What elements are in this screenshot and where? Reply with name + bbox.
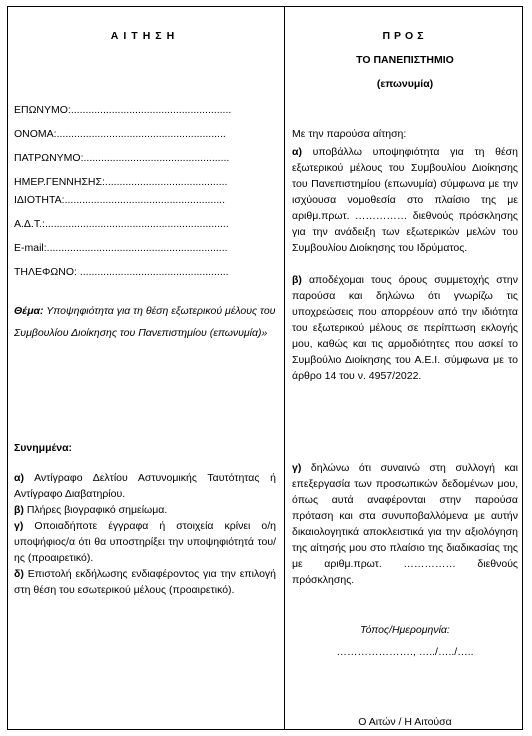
subject-text: Υποψηφιότητα για τη θέση εξωτερικού μέλους του Συμβουλίου Διοίκησης του Πανεπιστημίου (επωνυμία)»	[14, 305, 276, 339]
subject-label: Θέμα:	[14, 305, 44, 317]
intro-text: Με την παρούσα αίτηση:	[292, 128, 407, 140]
field-father-name[interactable]: ΠΑΤΡΩΝΥΜΟ:..................................................	[14, 152, 230, 164]
subject-paragraph	[14, 300, 276, 344]
field-birth-date[interactable]: ΗΜΕΡ.ΓΕΝΝΗΣΗΣ:..........................................	[14, 176, 228, 188]
field-phone[interactable]: ΤΗΛΕΦΩΝΟ: ...................................................	[14, 266, 229, 278]
attachments-heading: Συνημμένα:	[14, 442, 73, 454]
attachment-item: γ) Οποιαδήποτε έγγραφα ή στοιχεία κρίνει ο/η υποψήφιος/α ότι θα υποστηρίξει την υποψηφιότητά του/ης (προαιρετικό).	[14, 520, 276, 564]
attachment-item: δ) Επιστολή εκδήλωσης ενδιαφέροντος για την επιλογή στη θέση του εσωτερικού μέλους (προαιρετικό).	[14, 568, 276, 596]
signature-label: Ο Αιτών / Η Αιτούσα	[358, 716, 452, 728]
field-name[interactable]: ΟΝΟΜΑ:..........................................................	[14, 128, 226, 140]
recipient-university: ΤΟ ΠΑΝΕΠΙΣΤΗΜΙΟ	[356, 54, 454, 66]
place-date-label: Τόπος/Ημερομηνία:	[360, 624, 450, 636]
field-email[interactable]: E-mail:..............................................................	[14, 242, 228, 254]
declaration-a: α) υποβάλλω υποψηφιότητα για τη θέση εξωτερικού μέλους του Συμβουλίου Διοίκησης του Πανεπιστημίου (επωνυμία) σύμφωνα με την ισχύουσα νομοθεσία στο πλαίσιο της με αριθμ.πρωτ. …………… διεθνούς πρόσκλησης για την ανάδειξη των εξωτερικών μελών του Συμβουλίου Διοίκησης του Ιδρύματος.	[292, 146, 518, 254]
declaration-b: β) αποδέχομαι τους όρους συμμετοχής στην παρούσα και δηλώνω ότι γνωρίζω τις υποχρεώσεις που απορρέουν από την ιδιότητα του εξωτερικού μέλους σε περίπτωση εκλογής μου, καθώς και τις αρμοδιότητες που ασκεί το Συμβούλιο Διοίκησης του Α.Ε.Ι. σύμφωνα με το άρθρο 14 του ν. 4957/2022.	[292, 274, 518, 382]
recipient-name-placeholder: (επωνυμία)	[376, 78, 434, 90]
field-surname[interactable]: ΕΠΩΝΥΜΟ:.......................................................	[14, 104, 232, 116]
application-title: ΑΙΤΗΣΗ	[110, 30, 180, 42]
recipient-label: ΠΡΟΣ	[382, 30, 428, 42]
attachment-item: β) Πλήρες βιογραφικό σημείωμα.	[14, 504, 168, 516]
field-capacity[interactable]: ΙΔΙΟΤΗΤΑ:.......................................................	[14, 194, 226, 206]
declaration-c: γ) δηλώνω ότι συναινώ στη συλλογή και επεξεργασία των προσωπικών δεδομένων μου, όπως αυτά αναφέρονται στην παρούσα πρόταση και στα συνυποβαλλόμενα με αυτήν δικαιολογητικά αποκλειστικά για την αξιολόγηση της αίτησής μου στο πλαίσιο της διαδικασίας της με αριθμ.πρωτ. …………… διεθνούς πρόσκλησης.	[292, 462, 518, 586]
attachment-item: α) Αντίγραφο Δελτίου Αστυνομικής Ταυτότητας ή Αντίγραφο Διαβατηρίου.	[14, 472, 276, 500]
column-divider	[284, 6, 285, 730]
field-id-number[interactable]: Α.Δ.Τ.:...............................................................	[14, 218, 229, 230]
place-date-field[interactable]: …………………., …../…../…..	[336, 646, 474, 658]
